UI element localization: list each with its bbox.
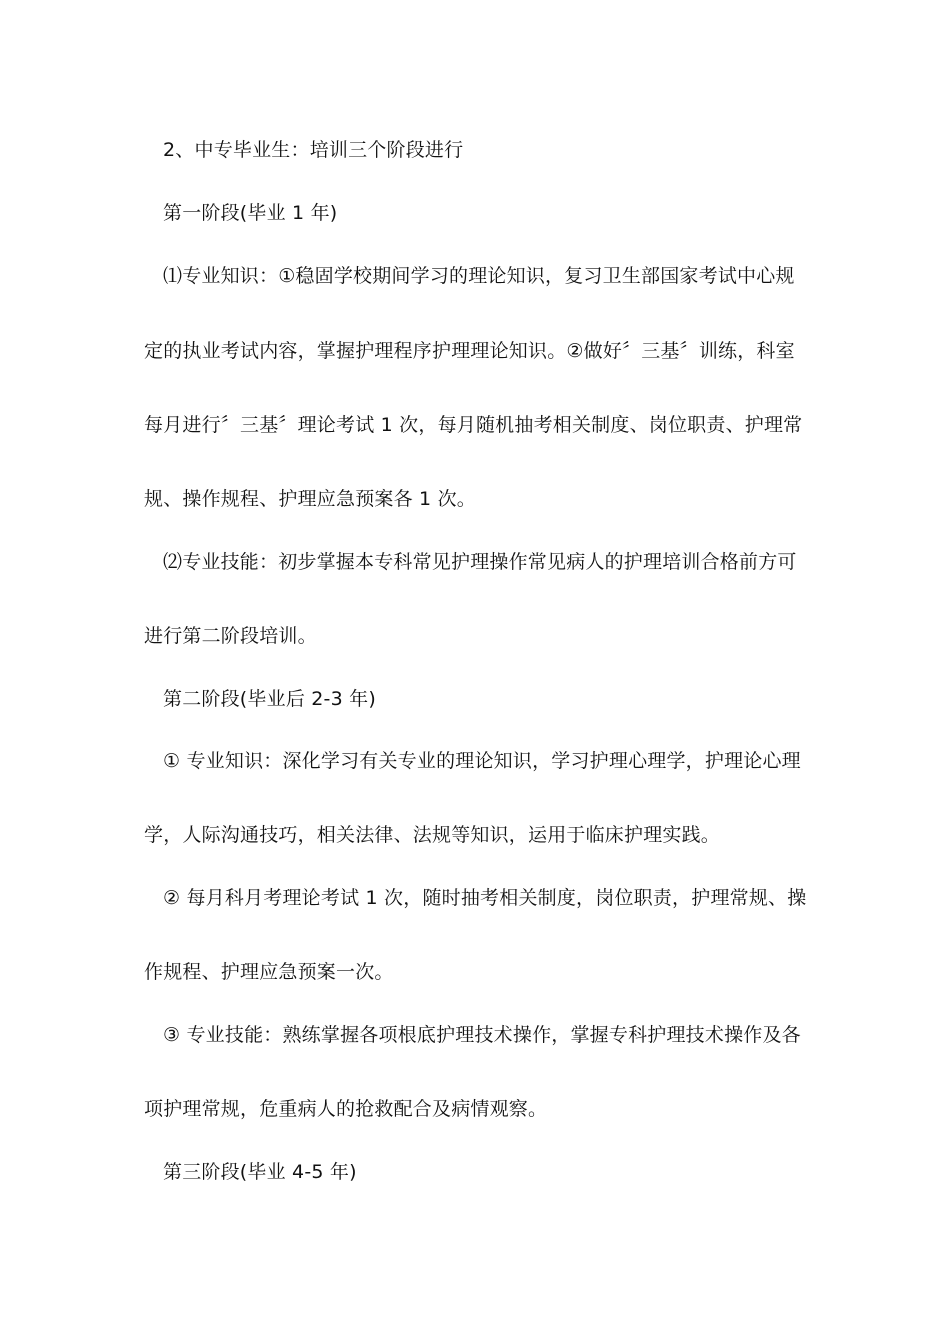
- stage2-item2-line2: 作规程、护理应急预案一次。: [144, 961, 394, 983]
- stage2-title: 第二阶段(毕业后 2-3 年): [163, 688, 376, 710]
- stage2-item1-line1: ① 专业知识：深化学习有关专业的理论知识，学习护理心理学，护理论心理: [163, 750, 801, 772]
- stage1-item2-line1: ⑵专业技能：初步掌握本专科常见护理操作常见病人的护理培训合格前方可: [163, 551, 797, 573]
- stage2-item2-line1: ② 每月科月考理论考试 1 次，随时抽考相关制度，岗位职责，护理常规、操: [163, 887, 807, 909]
- stage1-item2-line2: 进行第二阶段培训。: [144, 625, 317, 647]
- section-heading: 2、中专毕业生：培训三个阶段进行: [163, 139, 464, 161]
- stage1-item1-line3: 每月进行〞三基〞理论考试 1 次，每月随机抽考相关制度、岗位职责、护理常: [144, 414, 803, 436]
- stage1-item1-line2: 定的执业考试内容，掌握护理程序护理理论知识。②做好〞三基〞训练，科室: [144, 340, 795, 362]
- stage3-title: 第三阶段(毕业 4-5 年): [163, 1161, 357, 1183]
- stage1-item1-line1: ⑴专业知识：①稳固学校期间学习的理论知识，复习卫生部国家考试中心规: [163, 265, 795, 287]
- stage1-item1-line4: 规、操作规程、护理应急预案各 1 次。: [144, 488, 476, 510]
- stage1-title: 第一阶段(毕业 1 年): [163, 202, 338, 224]
- stage2-item3-line1: ③ 专业技能：熟练掌握各项根底护理技术操作，掌握专科护理技术操作及各: [163, 1024, 801, 1046]
- stage2-item3-line2: 项护理常规，危重病人的抢救配合及病情观察。: [144, 1098, 548, 1120]
- stage2-item1-line2: 学，人际沟通技巧，相关法律、法规等知识，运用于临床护理实践。: [144, 824, 721, 846]
